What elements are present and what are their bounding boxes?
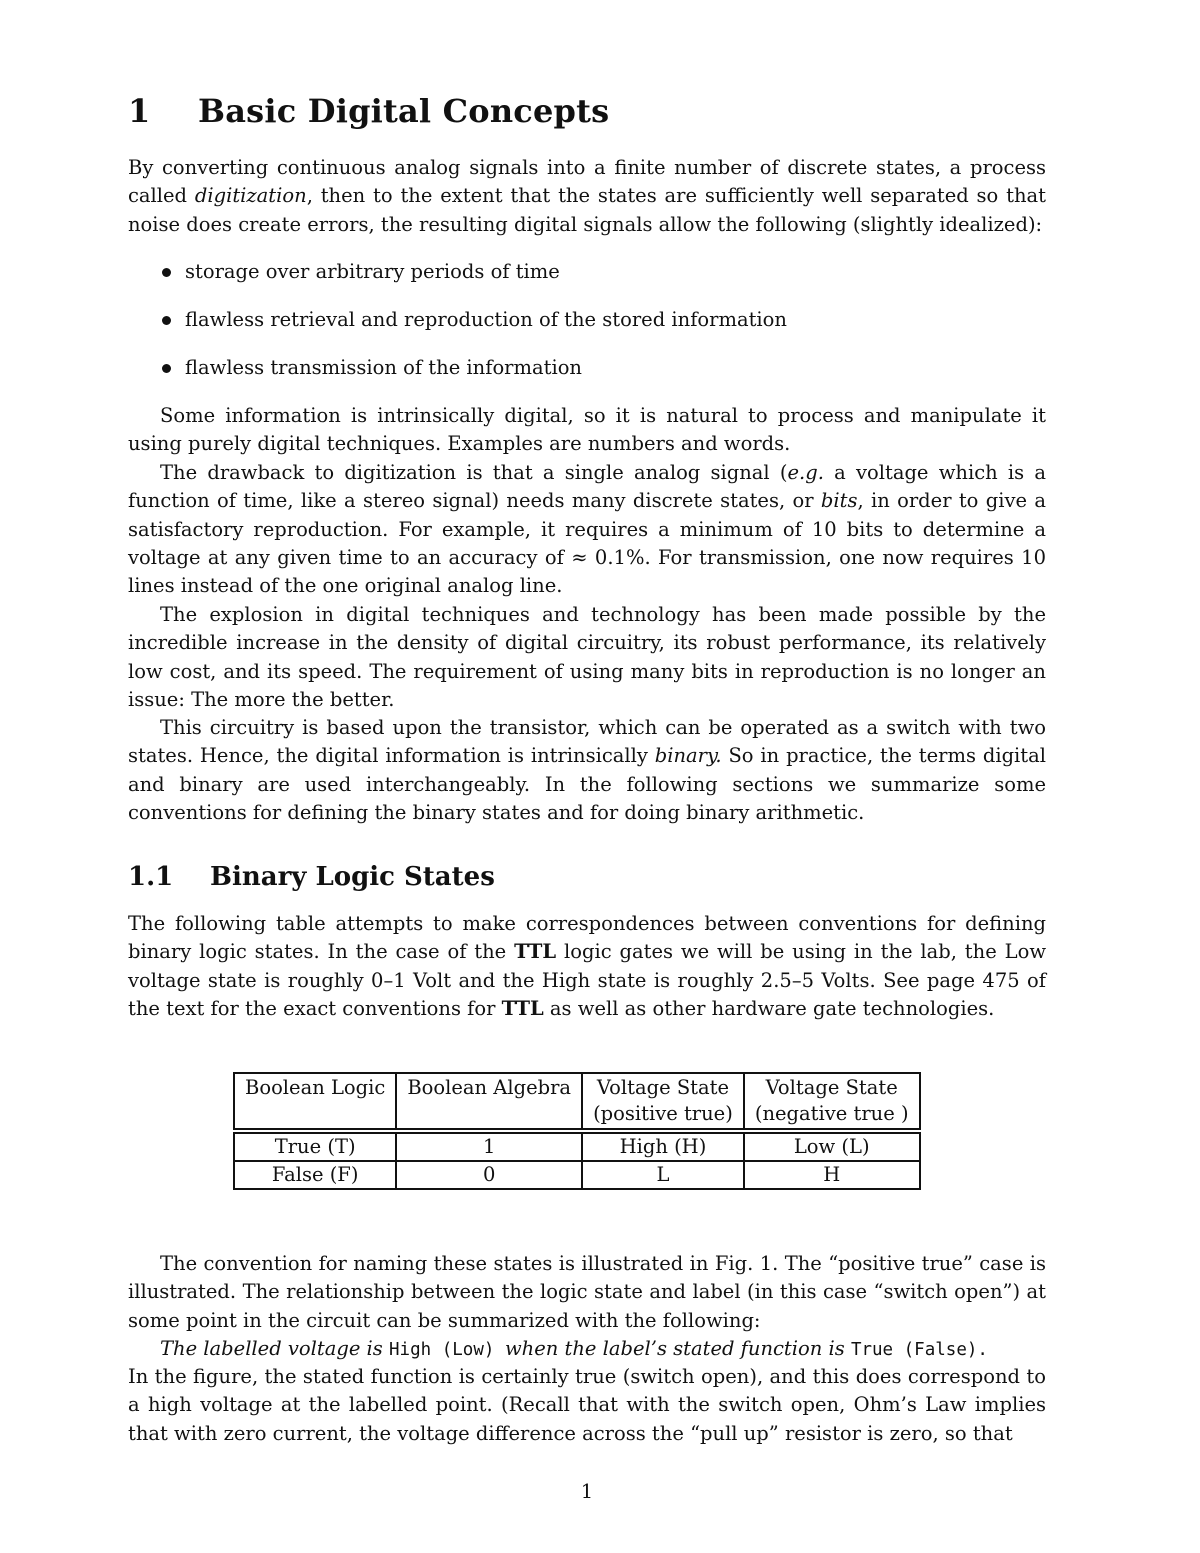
rule-statement: The labelled voltage is High (Low) when the label’s stated function is True (False). (160, 1337, 988, 1360)
table-cell: True (T) (234, 1131, 396, 1161)
table-header: Boolean Algebra (396, 1073, 582, 1131)
table-row (234, 1131, 920, 1161)
table-header: Voltage State (positive true) (582, 1073, 744, 1131)
table-cell: H (744, 1161, 920, 1189)
intro-term: digitization (194, 184, 307, 208)
bullet-list (128, 258, 1028, 402)
intro-paragraph (128, 154, 1046, 239)
subsection-number: 1.1 (128, 862, 174, 892)
subsection-title: Binary Logic States (210, 862, 495, 892)
paragraph-drawback: The drawback to digitization is that a single analog signal (e.g. a voltage which is a function of time, like a stereo signal) needs many discrete states, or bits, in order to give a satisfactory reproduction. For example, it requires a minimum of 10 bits to determine a voltage at any given time to an accuracy of ≈ 0.1%. For transmission, one now requires 10 lines instead of the one original analog line. (128, 461, 1046, 598)
table-row (234, 1161, 920, 1189)
list-item: storage over arbitrary periods of time (128, 258, 1028, 306)
bullet-icon (162, 316, 171, 325)
paragraph-states: The following table attempts to make correspondences between conventions for defining binary logic states. In the case of the TTL logic gates we will be using in the lab, the Low voltage state is roughly 0–1 Volt and the High state is roughly 2.5–5 Volts. See page 475 of the text for the exact conventions for TTL as well as other hardware gate technologies. (128, 912, 1047, 1020)
table-cell: High (H) (582, 1131, 744, 1161)
table-cell: False (F) (234, 1161, 396, 1189)
subsection-heading (128, 862, 495, 892)
intro-text-2: , then to the extent that the states are sufficiently well separated so that noise does create errors, the resulting digital signals allow the following (slightly idealized): (128, 184, 1046, 236)
paragraph-figure: In the figure, the stated function is certainly true (switch open), and this does correspond to a high voltage at the labelled point. (Recall that with the switch open, Ohm’s Law implies that with zero current, the voltage difference across the “pull up” resistor is zero, so that (128, 1365, 1046, 1445)
section-heading (128, 92, 609, 130)
logic-states-table (233, 1072, 921, 1190)
bullet-icon (162, 364, 171, 373)
paragraph-intrinsic: Some information is intrinsically digital, so it is natural to process and manipulate it using purely digital techniques. Examples are numbers and words. (128, 404, 1046, 456)
paragraph-transistor: This circuitry is based upon the transistor, which can be operated as a switch with two states. Hence, the digital information is intrinsically binary. So in practice, the terms digital and binary are used interchangeably. In the following sections we summarize some conventions for defining the binary states and for doing binary arithmetic. (128, 716, 1046, 824)
bullet-icon (162, 268, 171, 277)
list-item: flawless retrieval and reproduction of the stored information (128, 306, 1028, 354)
paragraph-convention: The convention for naming these states is illustrated in Fig. 1. The “positive true” case is illustrated. The relationship between the logic state and label (in this case “switch open”) at some point in the circuit can be summarized with the following: (128, 1252, 1046, 1332)
table-header: Boolean Logic (234, 1073, 396, 1131)
paragraph-explosion: The explosion in digital techniques and technology has been made possible by the incredible increase in the density of digital circuitry, its robust performance, its relatively low cost, and its speed. The requirement of using many bits in reproduction is no longer an issue: The more the better. (128, 603, 1046, 711)
table-header-row (234, 1073, 920, 1131)
section-number: 1 (128, 92, 151, 130)
section-title: Basic Digital Concepts (198, 92, 610, 130)
table-cell: L (582, 1161, 744, 1189)
table-cell: Low (L) (744, 1131, 920, 1161)
table-cell: 1 (396, 1131, 582, 1161)
table-header: Voltage State (negative true ) (744, 1073, 920, 1131)
page-number: 1 (580, 1480, 594, 1503)
list-item: flawless transmission of the information (128, 354, 1028, 402)
intro-text-1: By converting continuous analog signals into a finite number of discrete states, a process called (128, 156, 1046, 208)
table-cell: 0 (396, 1161, 582, 1189)
